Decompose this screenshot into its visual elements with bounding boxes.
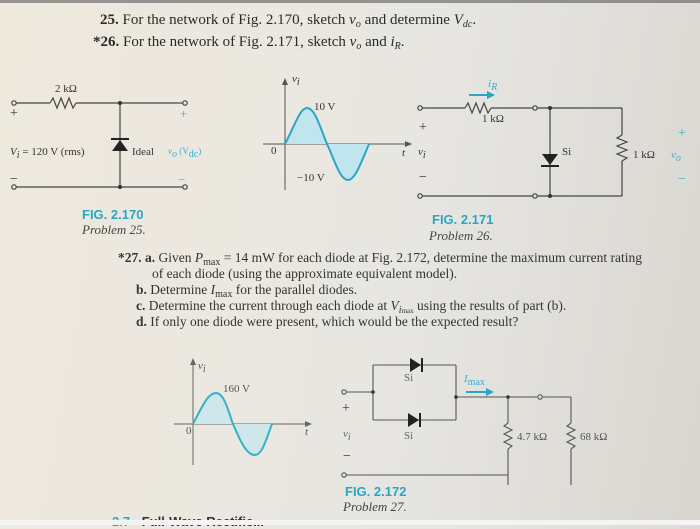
var-sub: i bbox=[422, 150, 426, 161]
var-sub: i bbox=[347, 432, 351, 443]
diode-label: Si bbox=[562, 146, 572, 158]
problem-text: . bbox=[472, 12, 477, 28]
output-plus: + bbox=[678, 126, 686, 141]
problem-text: . bbox=[400, 34, 405, 50]
fig-2170-title: FIG. 2.170 bbox=[82, 207, 144, 222]
output-plus: + bbox=[180, 106, 188, 121]
var-vo: v bbox=[349, 12, 356, 28]
wave-axis-y-label bbox=[198, 360, 206, 375]
var-sub: i bbox=[16, 150, 20, 161]
input-vi-label bbox=[343, 428, 351, 443]
wave-origin-label: 0 bbox=[271, 145, 277, 157]
fig-2171-caption: Problem 26. bbox=[429, 228, 493, 243]
wave-origin-label: 0 bbox=[186, 425, 192, 437]
wave-peak-label: 160 V bbox=[223, 383, 250, 395]
source-label bbox=[10, 146, 85, 161]
fig-2171-title: FIG. 2.171 bbox=[432, 212, 494, 227]
problem-27-part-d bbox=[136, 314, 518, 330]
part-letter: d. bbox=[136, 314, 147, 329]
var-sub: max bbox=[467, 377, 485, 388]
resistor-label: 2 kΩ bbox=[55, 83, 77, 95]
problem-text: and determine bbox=[360, 12, 454, 28]
var-sub: R bbox=[394, 41, 401, 52]
var-sub: o bbox=[355, 19, 361, 30]
part-letter: c. bbox=[136, 298, 146, 313]
var: v bbox=[292, 73, 297, 85]
current-ir-label bbox=[488, 78, 497, 93]
wave-axis-x-label: t bbox=[402, 147, 406, 159]
part-text: Given bbox=[158, 250, 195, 265]
var: (V bbox=[177, 146, 189, 156]
output-label bbox=[168, 146, 201, 160]
var-sub: o bbox=[675, 153, 681, 164]
var: V bbox=[10, 146, 17, 158]
var: v bbox=[168, 146, 172, 156]
part-letter: b. bbox=[136, 282, 147, 297]
page-top-edge bbox=[0, 0, 700, 3]
output-vo-label bbox=[671, 149, 681, 164]
plus-sign: + bbox=[342, 401, 350, 416]
wave-axis-x-label: t bbox=[305, 426, 309, 438]
load-resistor-label: 1 kΩ bbox=[633, 149, 655, 161]
problem-text: For the network of Fig. 2.170, sketch bbox=[122, 12, 350, 28]
resistor-68k-label: 68 kΩ bbox=[580, 431, 608, 443]
resistor-4k7-label: 4.7 kΩ bbox=[517, 431, 548, 443]
output-minus: − bbox=[678, 172, 686, 187]
var-vdc: V bbox=[453, 12, 463, 28]
var: v bbox=[198, 360, 203, 372]
fig-2171-waveform bbox=[255, 75, 415, 195]
var-sub: i bbox=[296, 77, 300, 88]
wave-trough-label: −10 V bbox=[297, 172, 325, 184]
wave-peak-label: 10 V bbox=[314, 101, 336, 113]
problem-number: *26. bbox=[93, 34, 120, 50]
problem-number: *27. bbox=[118, 250, 142, 265]
var-vo: v bbox=[349, 34, 357, 50]
problem-number: 25. bbox=[100, 12, 119, 28]
var: v bbox=[671, 149, 676, 161]
fig-2170-circuit bbox=[0, 70, 200, 190]
minus-sign: − bbox=[10, 172, 18, 187]
input-vi-label bbox=[418, 146, 426, 161]
var: I bbox=[210, 282, 216, 297]
output-minus: − bbox=[178, 172, 186, 187]
var: v bbox=[418, 146, 423, 158]
var-sub: max bbox=[203, 257, 221, 268]
minus-sign: − bbox=[419, 170, 427, 185]
var-ir: i bbox=[390, 34, 395, 50]
var-sub: i bbox=[202, 364, 206, 375]
si-diode-bottom-icon bbox=[408, 413, 420, 427]
var-sub: max bbox=[215, 289, 233, 300]
part-text: = 14 mW for each diode at Fig. 2.172, determine the maximum current rating bbox=[220, 250, 642, 265]
series-resistor-label: 1 kΩ bbox=[482, 113, 504, 125]
problem-26 bbox=[93, 34, 405, 52]
plus-sign: + bbox=[10, 106, 18, 121]
minus-sign: − bbox=[343, 449, 351, 464]
var: P bbox=[194, 250, 204, 265]
diode-top-label: Si bbox=[404, 372, 414, 384]
problem-27-part-a-line2: of each diode (using the approximate equivalent model). bbox=[152, 266, 458, 281]
part-text: using the results of part (b). bbox=[413, 298, 567, 313]
var-sub: i bbox=[398, 305, 402, 316]
problem-25 bbox=[100, 12, 476, 30]
value: = 120 V (rms) bbox=[19, 146, 85, 158]
fig-2170-caption: Problem 25. bbox=[82, 222, 146, 237]
fig-2172-waveform bbox=[160, 355, 320, 475]
var: v bbox=[343, 428, 348, 440]
problem-text: and bbox=[361, 34, 391, 50]
var: ) bbox=[198, 146, 202, 156]
current-imax-label bbox=[464, 373, 485, 388]
var: V bbox=[390, 298, 399, 313]
current-arrow-icon bbox=[466, 388, 494, 396]
part-text: Determine bbox=[150, 282, 211, 297]
fig-2171-circuit bbox=[415, 75, 675, 200]
part-letter: a. bbox=[145, 250, 156, 265]
var: i bbox=[488, 78, 492, 90]
part-text: Determine the current through each diode at bbox=[148, 298, 391, 313]
fig-2172-circuit bbox=[340, 355, 580, 485]
si-diode-top-icon bbox=[410, 358, 422, 372]
fig-2172-title: FIG. 2.172 bbox=[345, 484, 407, 499]
fig-2172-caption: Problem 27. bbox=[343, 499, 407, 514]
var-sub: max bbox=[401, 307, 414, 315]
var-sub: dc bbox=[462, 19, 473, 30]
problem-text: For the network of Fig. 2.171, sketch bbox=[123, 34, 350, 50]
var-sub: R bbox=[491, 82, 498, 93]
plus-sign: + bbox=[419, 120, 427, 135]
var: I bbox=[464, 373, 468, 385]
diode-bottom-label: Si bbox=[404, 430, 414, 442]
var-sub: o bbox=[172, 149, 177, 160]
diode-label: Ideal bbox=[132, 146, 154, 158]
var-sub: dc bbox=[188, 149, 199, 160]
var-sub: o bbox=[356, 41, 362, 52]
part-text: If only one diode were present, which would be the expected result? bbox=[150, 314, 519, 329]
wave-axis-y-label bbox=[292, 73, 300, 88]
page-bottom-edge bbox=[0, 520, 700, 525]
ideal-diode-icon bbox=[111, 139, 129, 151]
part-text: for the parallel diodes. bbox=[232, 282, 358, 297]
si-diode-icon bbox=[541, 154, 559, 166]
